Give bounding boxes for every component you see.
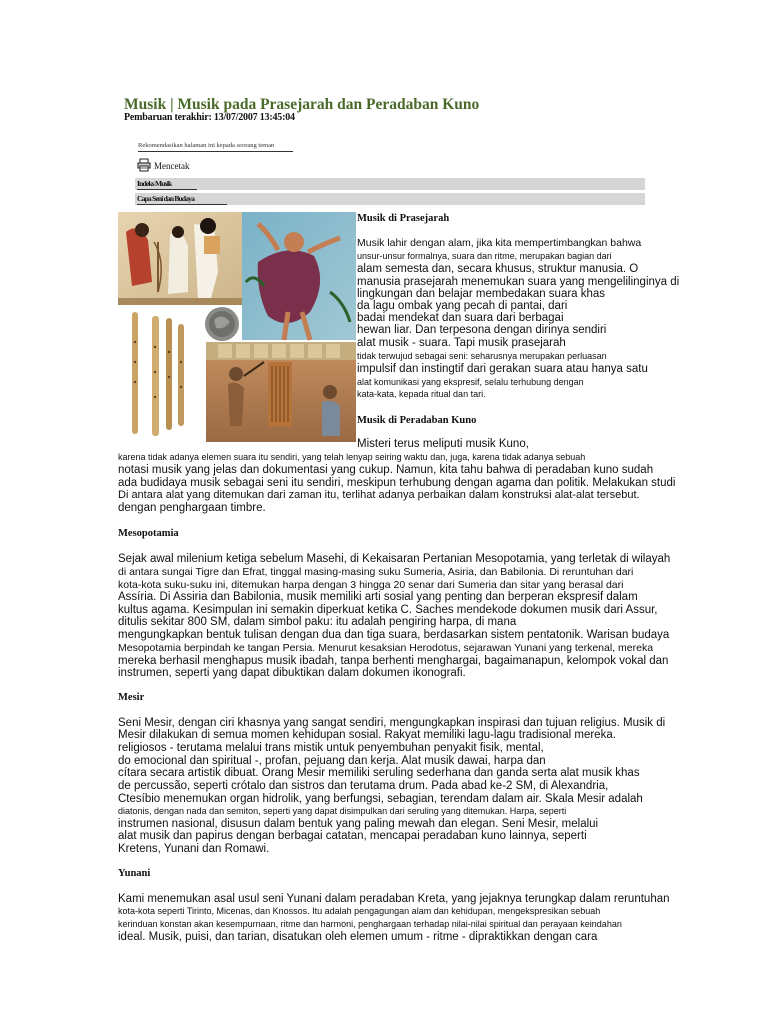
egypt-line: Ctesíbio menemukan organ hidrolik, yang berfungsi, sebagian, terendam dalam air. Skala Mesir adalah (118, 793, 643, 805)
mesopotamia-line: mengungkapkan bentuk tulisan dengan dua dan tiga suara, berdasarkan sistem pentatonik. Warisan budaya (118, 629, 670, 641)
egypt-line: religiosos - terutama melalui trans mistik untuk penyembuhan penyakit fisik, mental, (118, 742, 544, 754)
greece-line: kerinduan konstan akan kesempurnaan, ritme dan harmoni, penghargaan terhadap nilai-nilai spiritual dan perayaan keindahan (118, 919, 622, 929)
egypt-line: alat musik dan papirus dengan berbagai catatan, mencapai peradaban kuno lainnya, seperti (118, 830, 587, 842)
greece-line: kota-kota seperti Tirinto, Micenas, dan Knossos. Itu adalah pengagungan alam dan kehidupan, mengekspresikan sebuah (118, 906, 601, 916)
prehistory-line: alam semesta dan, secara khusus, struktur manusia. O (357, 263, 639, 275)
print-button[interactable] (137, 158, 189, 174)
music-index-link[interactable]: Indeks Musik (137, 179, 172, 188)
prehistory-line: alat komunikasi yang ekspresif, selalu terhubung dengan (357, 377, 584, 387)
egypt-line: cítara secara artistik dibuat. Orang Mesir memiliki seruling sederhana dan ganda serta alat musik khas (118, 767, 640, 779)
collage-image (118, 212, 356, 442)
page-title: Musik | Musik pada Prasejarah dan Peradaban Kuno (124, 96, 480, 113)
greece-line: Kami menemukan asal usul seni Yunani dalam peradaban Kreta, yang jejaknya terungkap dalam reruntuhan (118, 893, 670, 905)
heading-ancient: Musik di Peradaban Kuno (357, 415, 477, 426)
prehistory-line: manusia prasejarah menemukan suara yang mengelilinginya di (357, 276, 680, 288)
heading-prehistory: Musik di Prasejarah (357, 213, 450, 224)
egypt-line: do emocional dan spiritual -, profan, pejuang dan kerja. Alat musik dawai, harpa dan (118, 755, 546, 767)
prehistory-line: unsur-unsur formalnya, suara dan ritme, merupakan bagian dari (357, 251, 612, 261)
printer-icon (137, 158, 151, 174)
ancient-line: karena tidak adanya elemen suara itu sendiri, yang telah lenyap seiring waktu dan, juga, karena tidak adanya sebuah (118, 452, 586, 462)
egypt-line: Mesir dilakukan di semua momen kehidupan sosial. Rakyat memiliki lagu-lagu tradisional mereka. (118, 729, 616, 741)
culture-underline (137, 204, 227, 205)
mesopotamia-line: di antara sungai Tigre dan Efrat, tinggal masing-masing suku Sumeria, Asiria, dan Babilonia. Di reruntuhan dari (118, 566, 634, 578)
egypt-line: Seni Mesir, dengan ciri khasnya yang sangat sendiri, mengungkapkan inspirasi dan tujuan religius. Musik di (118, 717, 666, 729)
egypt-line: diatonis, dengan nada dan semiton, seperti yang dapat disimpulkan dari seruling yang ditemukan. Harpa, seperti (118, 806, 567, 816)
ancient-line: Misteri terus meliputi musik Kuno, (357, 438, 529, 450)
nav-bar-culture (135, 193, 645, 205)
music-index-underline (137, 189, 197, 190)
mesopotamia-line: instrumen, seperti yang dapat dibuktikan dalam dokumen ikonografi. (118, 667, 466, 679)
ancient-line: dengan penghargaan timbre. (118, 502, 266, 514)
prehistory-line: tidak terwujud sebagai seni: seharusnya merupakan perluasan (357, 351, 607, 361)
culture-link[interactable]: Capa Seni dan Budaya (137, 194, 195, 203)
mesopotamia-line: ditulis sekitar 800 SM, dalam simbol paku: itu adalah pengiring harpa, di mana (118, 616, 517, 628)
prehistory-line: hewan liar. Dan terpesona dengan dirinya sendiri (357, 324, 607, 336)
ancient-music-collage (118, 212, 356, 442)
mesopotamia-line: Sejak awal milenium ketiga sebelum Masehi, di Kekaisaran Pertanian Mesopotamia, yang terletak di wilayah (118, 553, 671, 565)
mesopotamia-line: mereka berhasil menghapus musik ibadah, tanpa berhenti menghargai, bagaimanapun, kelompok vokal dan (118, 655, 669, 667)
heading-egypt: Mesir (118, 692, 145, 703)
heading-mesopotamia: Mesopotamia (118, 528, 179, 539)
prehistory-line: da lagu ombak yang pecah di pantai, dari (357, 300, 568, 312)
mesopotamia-line: kota-kota suku-suku ini, ditemukan harpa dengan 3 hingga 20 senar dari Sumeria dan sitar yang berasal dari (118, 579, 624, 591)
prehistory-line: Musik lahir dengan alam, jika kita mempertimbangkan bahwa (357, 237, 642, 249)
recommend-link[interactable]: Rekomendasikan halaman ini kepada seorang teman (138, 142, 293, 152)
ancient-line: notasi musik yang jelas dan dokumentasi yang cukup. Namun, kita tahu bahwa di peradaban kuno sudah (118, 464, 654, 476)
ancient-line: Di antara alat yang ditemukan dari zaman itu, terlihat adanya perbaikan dalam konstruksi alat-alat tersebut. (118, 489, 640, 501)
prehistory-line: impulsif dan instingtif dari gerakan suara atau hanya satu (357, 363, 648, 375)
mesopotamia-line: Assíria. Di Assiria dan Babilonia, musik memiliki arti sosial yang penting dan berperan ekspresif dalam (118, 591, 638, 603)
print-label: Mencetak (154, 161, 190, 171)
last-updated: Pembaruan terakhir: 13/07/2007 13:45:04 (124, 112, 295, 123)
prehistory-line: lingkungan dan belajar membedakan suara khas (357, 288, 606, 300)
egypt-line: Kretens, Yunani dan Romawi. (118, 843, 270, 855)
ancient-line: ada budidaya musik sebagai seni itu sendiri, meskipun terhubung dengan agama dan politik. Melakukan studi (118, 477, 676, 489)
nav-bar-index (135, 178, 645, 190)
prehistory-line: kata-kata, kepada ritual dan tari. (357, 389, 486, 399)
egypt-line: instrumen nasional, disusun dalam bentuk yang paling mewah dan elegan. Seni Mesir, melalui (118, 818, 599, 830)
heading-greece: Yunani (118, 868, 151, 879)
mesopotamia-line: kultus agama. Kesimpulan ini semakin diperkuat ketika C. Saches mendekode dokumen musik dari Assur, (118, 604, 658, 616)
greece-line: ideal. Musik, puisi, dan tarian, disatukan oleh elemen umum - ritme - dipraktikkan dengan cara (118, 931, 598, 943)
prehistory-line: badai mendekat dan suara dari berbagai (357, 312, 564, 324)
prehistory-line: alat musik - suara. Tapi musik prasejarah (357, 337, 566, 349)
mesopotamia-line: Mesopotamia berpindah ke tangan Persia. Menurut kesaksian Herodotus, sejarawan Yunani yang terkenal, mereka (118, 642, 654, 654)
egypt-line: de percussão, seperti crótalo dan sistros dan terutama drum. Pada abad ke-2 SM, di Alexandria, (118, 780, 609, 792)
